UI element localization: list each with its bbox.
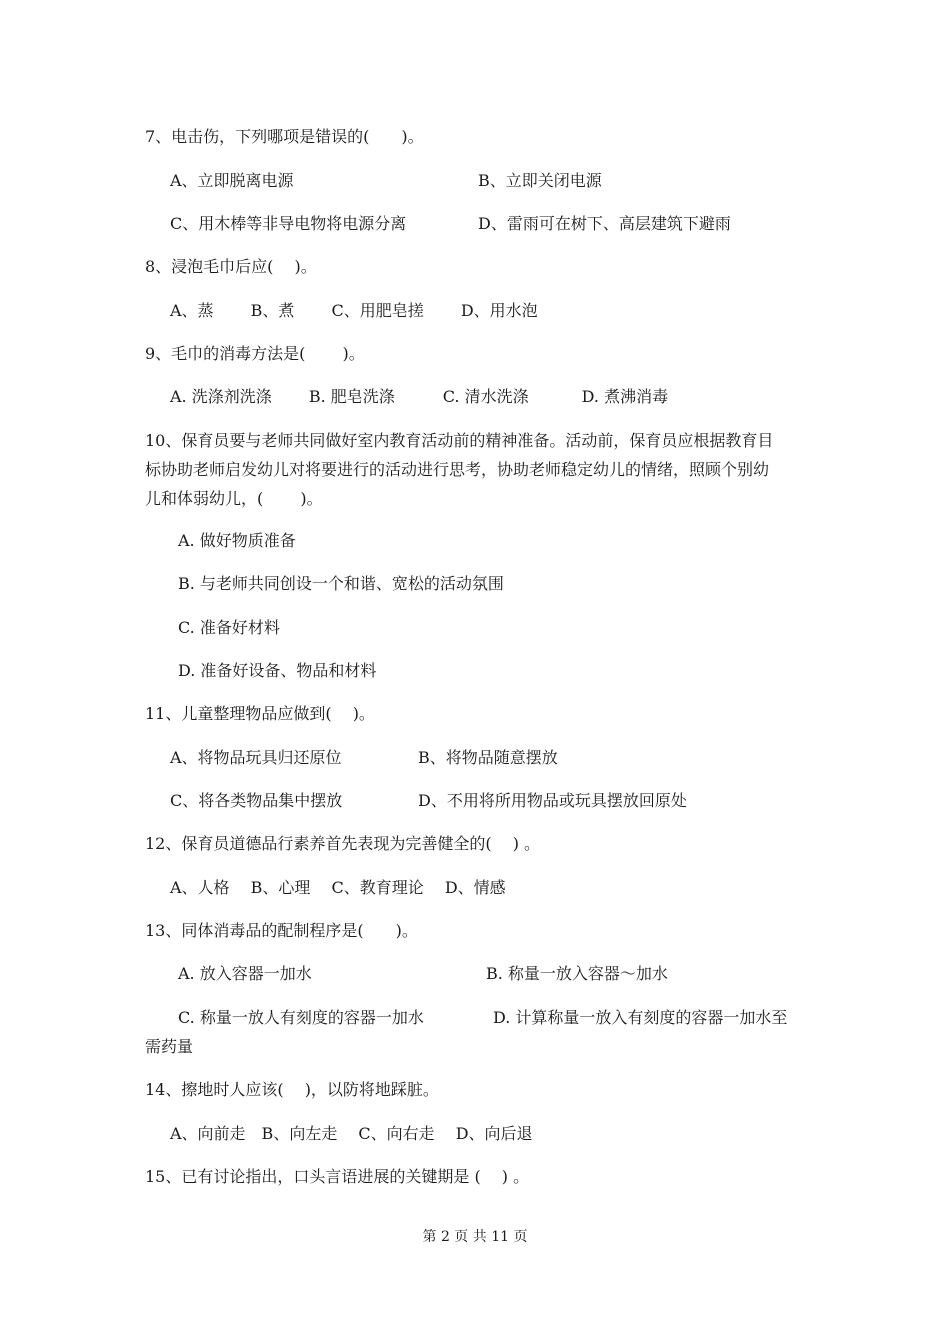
- question-12-stem: 12、保育员道德品行素养首先表现为完善健全的( ) 。: [145, 834, 541, 853]
- question-8-options: A、蒸 B、煮 C、用肥皂搓 D、用水泡: [170, 301, 538, 320]
- question-14-options: A、向前走 B、向左走 C、向右走 D、向后退: [170, 1124, 533, 1143]
- page-footer: 第 2 页 共 11 页: [422, 1229, 528, 1245]
- question-13-stem: 13、同体消毒品的配制程序是( )。: [145, 921, 418, 940]
- question-13-option-d-continued: 需药量: [145, 1037, 194, 1056]
- question-13-option-b: B. 称量一放入容器～加水: [486, 964, 668, 983]
- question-10-option-a: A. 做好物质准备: [178, 531, 296, 550]
- question-7-option-c: C、用木棒等非导电物将电源分离: [170, 214, 407, 233]
- question-10-stem-line-2: 标协助老师启发幼儿对将要进行的活动进行思考，协助老师稳定幼儿的情绪，照顾个别幼: [145, 460, 770, 479]
- question-10-option-d: D. 准备好设备、物品和材料: [178, 661, 377, 680]
- question-8-stem: 8、浸泡毛巾后应( )。: [145, 257, 317, 276]
- question-10-stem-line-1: 10、保育员要与老师共同做好室内教育活动前的精神准备。活动前，保育员应根据教育目: [145, 431, 774, 450]
- question-11-option-c: C、将各类物品集中摆放: [170, 791, 343, 810]
- question-7-option-a: A、立即脱离电源: [170, 171, 294, 190]
- question-12-options: A、人格 B、心理 C、教育理论 D、情感: [170, 878, 506, 897]
- question-11-option-b: B、将物品随意摆放: [418, 748, 558, 767]
- question-15-stem: 15、已有讨论指出，口头言语进展的关键期是 ( ) 。: [145, 1167, 530, 1186]
- question-10-option-c: C. 准备好材料: [178, 618, 280, 637]
- question-13-option-c: C. 称量一放人有刻度的容器一加水: [178, 1008, 424, 1027]
- question-14-stem: 14、擦地时人应该( )，以防将地踩脏。: [145, 1080, 439, 1099]
- question-9-options: A. 洗涤剂洗涤 B. 肥皂洗涤 C. 清水洗涤 D. 煮沸消毒: [170, 387, 669, 406]
- question-11-option-a: A、将物品玩具归还原位: [170, 748, 342, 767]
- question-11-option-d: D、不用将所用物品或玩具摆放回原处: [418, 791, 687, 810]
- question-11-stem: 11、儿童整理物品应做到( )。: [145, 704, 375, 723]
- question-7-option-b: B、立即关闭电源: [478, 171, 602, 190]
- question-13-option-a: A. 放入容器一加水: [178, 964, 312, 983]
- question-13-option-d: D. 计算称量一放入有刻度的容器一加水至: [493, 1008, 788, 1027]
- question-10-stem-line-3: 儿和体弱幼儿，( )。: [145, 489, 323, 508]
- question-10-option-b: B. 与老师共同创设一个和谐、宽松的活动氛围: [178, 574, 504, 593]
- question-9-stem: 9、毛巾的消毒方法是( )。: [145, 344, 365, 363]
- question-7-stem: 7、电击伤，下列哪项是错误的( )。: [145, 127, 424, 146]
- question-7-option-d: D、雷雨可在树下、高层建筑下避雨: [478, 214, 731, 233]
